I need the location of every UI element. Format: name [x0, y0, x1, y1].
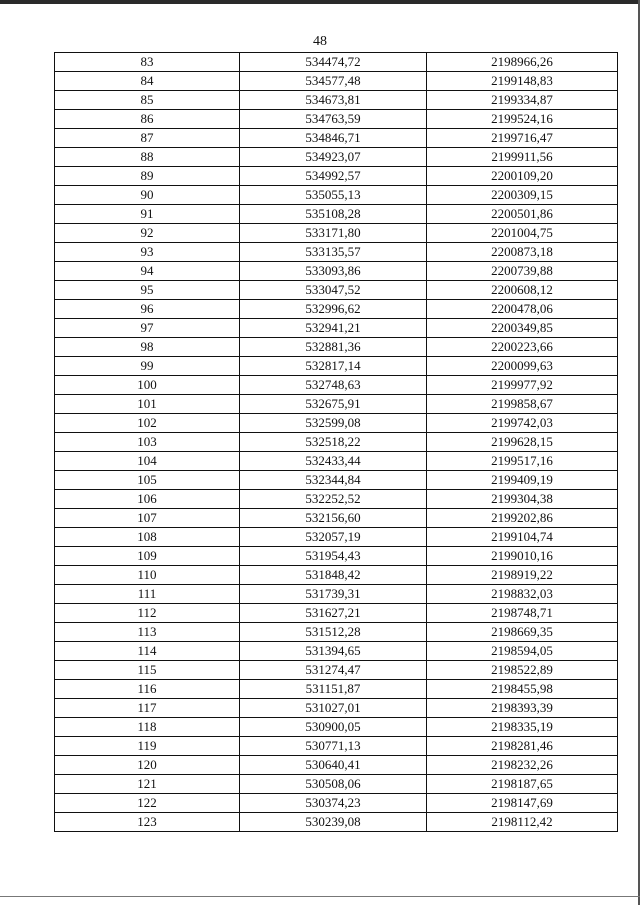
point-number-cell: 107 — [55, 509, 240, 528]
x-coordinate-cell: 532996,62 — [240, 300, 427, 319]
y-coordinate-cell: 2200739,88 — [427, 262, 618, 281]
table-row — [55, 319, 618, 338]
y-coordinate-cell: 2199202,86 — [427, 509, 618, 528]
x-coordinate-cell: 531954,43 — [240, 547, 427, 566]
table-row — [55, 53, 618, 72]
table-row — [55, 167, 618, 186]
y-coordinate-cell: 2198187,65 — [427, 775, 618, 794]
y-coordinate-cell: 2199517,16 — [427, 452, 618, 471]
table-row — [55, 699, 618, 718]
x-coordinate-cell: 530771,13 — [240, 737, 427, 756]
x-coordinate-cell: 534763,59 — [240, 110, 427, 129]
table-row — [55, 148, 618, 167]
y-coordinate-cell: 2199858,67 — [427, 395, 618, 414]
x-coordinate-cell: 532518,22 — [240, 433, 427, 452]
point-number-cell: 108 — [55, 528, 240, 547]
x-coordinate-cell: 531848,42 — [240, 566, 427, 585]
point-number-cell: 104 — [55, 452, 240, 471]
table-row — [55, 262, 618, 281]
point-number-cell: 106 — [55, 490, 240, 509]
point-number-cell: 115 — [55, 661, 240, 680]
y-coordinate-cell: 2199628,15 — [427, 433, 618, 452]
y-coordinate-cell: 2198455,98 — [427, 680, 618, 699]
point-number-cell: 116 — [55, 680, 240, 699]
y-coordinate-cell: 2199524,16 — [427, 110, 618, 129]
y-coordinate-cell: 2199334,87 — [427, 91, 618, 110]
table-row — [55, 623, 618, 642]
y-coordinate-cell: 2199742,03 — [427, 414, 618, 433]
table-row — [55, 110, 618, 129]
y-coordinate-cell: 2199010,16 — [427, 547, 618, 566]
x-coordinate-cell: 533171,80 — [240, 224, 427, 243]
table-row — [55, 585, 618, 604]
y-coordinate-cell: 2198232,26 — [427, 756, 618, 775]
table-row — [55, 737, 618, 756]
y-coordinate-cell: 2198832,03 — [427, 585, 618, 604]
x-coordinate-cell: 532433,44 — [240, 452, 427, 471]
x-coordinate-cell: 534577,48 — [240, 72, 427, 91]
point-number-cell: 120 — [55, 756, 240, 775]
point-number-cell: 96 — [55, 300, 240, 319]
point-number-cell: 119 — [55, 737, 240, 756]
point-number-cell: 83 — [55, 53, 240, 72]
point-number-cell: 92 — [55, 224, 240, 243]
x-coordinate-cell: 531151,87 — [240, 680, 427, 699]
y-coordinate-cell: 2200109,20 — [427, 167, 618, 186]
table-row — [55, 718, 618, 737]
point-number-cell: 110 — [55, 566, 240, 585]
coordinates-table — [54, 52, 618, 832]
y-coordinate-cell: 2200478,06 — [427, 300, 618, 319]
y-coordinate-cell: 2199911,56 — [427, 148, 618, 167]
x-coordinate-cell: 530508,06 — [240, 775, 427, 794]
table-row — [55, 794, 618, 813]
x-coordinate-cell: 531274,47 — [240, 661, 427, 680]
y-coordinate-cell: 2200873,18 — [427, 243, 618, 262]
y-coordinate-cell: 2200501,86 — [427, 205, 618, 224]
point-number-cell: 111 — [55, 585, 240, 604]
y-coordinate-cell: 2198335,19 — [427, 718, 618, 737]
y-coordinate-cell: 2200309,15 — [427, 186, 618, 205]
table-row — [55, 813, 618, 832]
x-coordinate-cell: 535055,13 — [240, 186, 427, 205]
point-number-cell: 123 — [55, 813, 240, 832]
table-row — [55, 680, 618, 699]
y-coordinate-cell: 2199977,92 — [427, 376, 618, 395]
point-number-cell: 100 — [55, 376, 240, 395]
table-row — [55, 357, 618, 376]
table-row — [55, 775, 618, 794]
x-coordinate-cell: 531627,21 — [240, 604, 427, 623]
point-number-cell: 94 — [55, 262, 240, 281]
x-coordinate-cell: 532344,84 — [240, 471, 427, 490]
table-row — [55, 205, 618, 224]
x-coordinate-cell: 530374,23 — [240, 794, 427, 813]
point-number-cell: 93 — [55, 243, 240, 262]
x-coordinate-cell: 532156,60 — [240, 509, 427, 528]
y-coordinate-cell: 2201004,75 — [427, 224, 618, 243]
x-coordinate-cell: 533047,52 — [240, 281, 427, 300]
x-coordinate-cell: 531739,31 — [240, 585, 427, 604]
point-number-cell: 114 — [55, 642, 240, 661]
x-coordinate-cell: 531512,28 — [240, 623, 427, 642]
y-coordinate-cell: 2199304,38 — [427, 490, 618, 509]
x-coordinate-cell: 530900,05 — [240, 718, 427, 737]
x-coordinate-cell: 530640,41 — [240, 756, 427, 775]
y-coordinate-cell: 2198112,42 — [427, 813, 618, 832]
table-row — [55, 490, 618, 509]
x-coordinate-cell: 533093,86 — [240, 262, 427, 281]
x-coordinate-cell: 534846,71 — [240, 129, 427, 148]
point-number-cell: 103 — [55, 433, 240, 452]
y-coordinate-cell: 2198147,69 — [427, 794, 618, 813]
table-row — [55, 395, 618, 414]
point-number-cell: 109 — [55, 547, 240, 566]
table-row — [55, 186, 618, 205]
x-coordinate-cell: 531394,65 — [240, 642, 427, 661]
y-coordinate-cell: 2198522,89 — [427, 661, 618, 680]
y-coordinate-cell: 2198594,05 — [427, 642, 618, 661]
table-row — [55, 129, 618, 148]
x-coordinate-cell: 532748,63 — [240, 376, 427, 395]
point-number-cell: 113 — [55, 623, 240, 642]
point-number-cell: 86 — [55, 110, 240, 129]
x-coordinate-cell: 531027,01 — [240, 699, 427, 718]
point-number-cell: 88 — [55, 148, 240, 167]
point-number-cell: 117 — [55, 699, 240, 718]
table-row — [55, 547, 618, 566]
point-number-cell: 95 — [55, 281, 240, 300]
table-row — [55, 91, 618, 110]
table-row — [55, 566, 618, 585]
y-coordinate-cell: 2199716,47 — [427, 129, 618, 148]
x-coordinate-cell: 532675,91 — [240, 395, 427, 414]
x-coordinate-cell: 532817,14 — [240, 357, 427, 376]
x-coordinate-cell: 534923,07 — [240, 148, 427, 167]
point-number-cell: 105 — [55, 471, 240, 490]
table-row — [55, 433, 618, 452]
y-coordinate-cell: 2200099,63 — [427, 357, 618, 376]
table-row — [55, 756, 618, 775]
point-number-cell: 121 — [55, 775, 240, 794]
scan-edge-top — [0, 0, 640, 4]
point-number-cell: 102 — [55, 414, 240, 433]
table-row — [55, 281, 618, 300]
table-row — [55, 414, 618, 433]
y-coordinate-cell: 2200349,85 — [427, 319, 618, 338]
point-number-cell: 98 — [55, 338, 240, 357]
x-coordinate-cell: 532252,52 — [240, 490, 427, 509]
point-number-cell: 122 — [55, 794, 240, 813]
point-number-cell: 99 — [55, 357, 240, 376]
point-number-cell: 91 — [55, 205, 240, 224]
table-row — [55, 471, 618, 490]
coordinates-table-wrapper — [54, 52, 616, 832]
x-coordinate-cell: 534474,72 — [240, 53, 427, 72]
point-number-cell: 84 — [55, 72, 240, 91]
point-number-cell: 112 — [55, 604, 240, 623]
table-row — [55, 338, 618, 357]
point-number-cell: 101 — [55, 395, 240, 414]
x-coordinate-cell: 533135,57 — [240, 243, 427, 262]
coordinates-table-body — [55, 53, 618, 832]
table-row — [55, 72, 618, 91]
y-coordinate-cell: 2198393,39 — [427, 699, 618, 718]
point-number-cell: 118 — [55, 718, 240, 737]
y-coordinate-cell: 2199409,19 — [427, 471, 618, 490]
x-coordinate-cell: 532599,08 — [240, 414, 427, 433]
table-row — [55, 604, 618, 623]
y-coordinate-cell: 2198281,46 — [427, 737, 618, 756]
y-coordinate-cell: 2198919,22 — [427, 566, 618, 585]
x-coordinate-cell: 534673,81 — [240, 91, 427, 110]
x-coordinate-cell: 534992,57 — [240, 167, 427, 186]
table-row — [55, 376, 618, 395]
page-number: 48 — [313, 34, 327, 49]
point-number-cell: 97 — [55, 319, 240, 338]
table-row — [55, 452, 618, 471]
table-row — [55, 243, 618, 262]
y-coordinate-cell: 2199104,74 — [427, 528, 618, 547]
y-coordinate-cell: 2198966,26 — [427, 53, 618, 72]
y-coordinate-cell: 2200223,66 — [427, 338, 618, 357]
point-number-cell: 89 — [55, 167, 240, 186]
table-row — [55, 528, 618, 547]
y-coordinate-cell: 2198748,71 — [427, 604, 618, 623]
table-row — [55, 300, 618, 319]
x-coordinate-cell: 532881,36 — [240, 338, 427, 357]
x-coordinate-cell: 535108,28 — [240, 205, 427, 224]
x-coordinate-cell: 532057,19 — [240, 528, 427, 547]
x-coordinate-cell: 532941,21 — [240, 319, 427, 338]
scan-edge-bottom — [0, 896, 640, 897]
table-row — [55, 642, 618, 661]
point-number-cell: 85 — [55, 91, 240, 110]
table-row — [55, 509, 618, 528]
table-row — [55, 224, 618, 243]
y-coordinate-cell: 2199148,83 — [427, 72, 618, 91]
x-coordinate-cell: 530239,08 — [240, 813, 427, 832]
point-number-cell: 90 — [55, 186, 240, 205]
table-row — [55, 661, 618, 680]
point-number-cell: 87 — [55, 129, 240, 148]
y-coordinate-cell: 2200608,12 — [427, 281, 618, 300]
y-coordinate-cell: 2198669,35 — [427, 623, 618, 642]
